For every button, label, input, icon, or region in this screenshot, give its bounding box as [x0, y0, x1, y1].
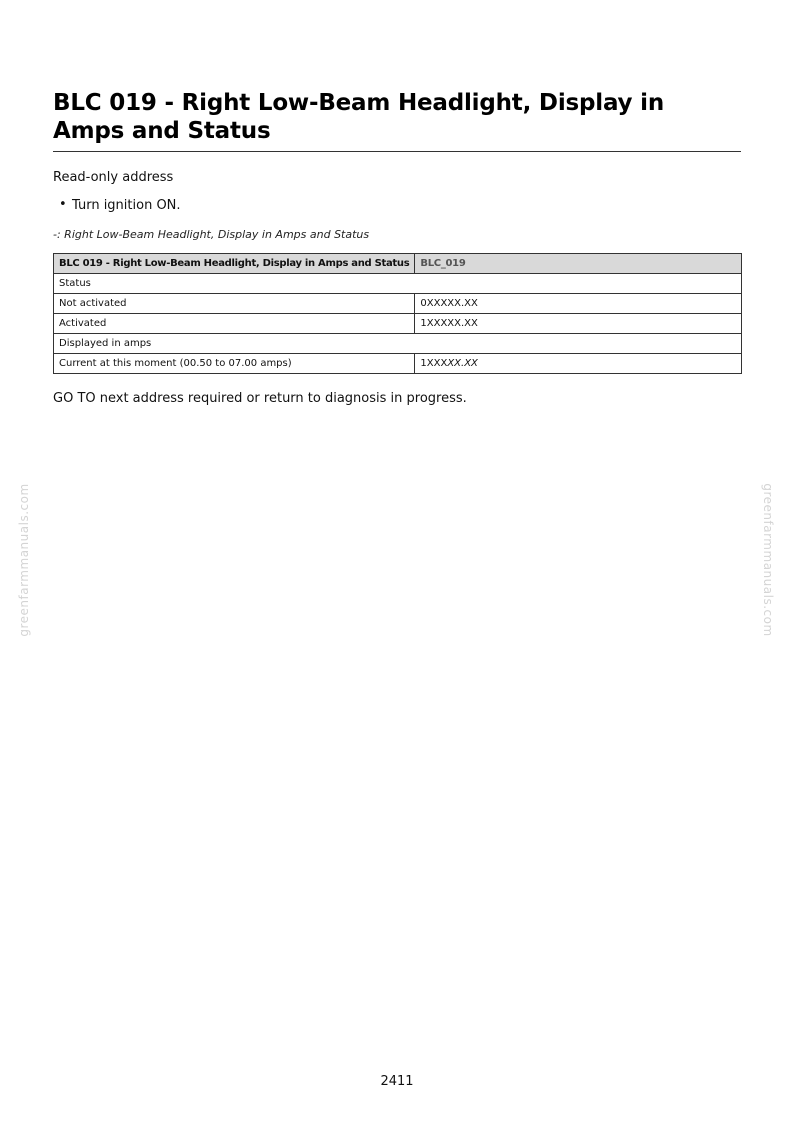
row-label-not-activated: Not activated	[54, 294, 415, 314]
section-status: Status	[54, 274, 742, 294]
row-label-current: Current at this moment (00.50 to 07.00 amps)	[54, 354, 415, 374]
address-table	[53, 253, 742, 374]
row-value-current	[415, 354, 742, 374]
table-row	[54, 354, 742, 374]
title-divider	[53, 151, 741, 152]
row-value-activated: 1XXXXX.XX	[415, 314, 742, 334]
page-title: BLC 019 - Right Low-Beam Headlight, Display in Amps and Status	[53, 90, 665, 144]
page-number: 2411	[380, 1074, 414, 1089]
step-item	[57, 197, 181, 215]
step-text: Turn ignition ON.	[72, 198, 181, 213]
row-value-not-activated: 0XXXXX.XX	[415, 294, 742, 314]
table-header-row	[54, 254, 742, 274]
watermark-right: greenfarmmanuals.com	[761, 483, 775, 637]
current-value-prefix: 1XXX	[420, 358, 448, 369]
table-row	[54, 314, 742, 334]
section-displayed-in-amps: Displayed in amps	[54, 334, 742, 354]
table-caption: -: Right Low-Beam Headlight, Display in Amps and Status	[53, 228, 370, 241]
watermark-left: greenfarmmanuals.com	[17, 483, 31, 637]
table-header-code: BLC_019	[415, 254, 742, 274]
table-row	[54, 274, 742, 294]
table-row	[54, 334, 742, 354]
bullet-icon: •	[59, 197, 67, 212]
table-header-label: BLC 019 - Right Low-Beam Headlight, Display in Amps and Status	[54, 254, 415, 274]
intro-text: Read-only address	[53, 170, 174, 185]
row-label-activated: Activated	[54, 314, 415, 334]
closing-instruction: GO TO next address required or return to diagnosis in progress.	[53, 391, 467, 406]
steps-list	[57, 197, 181, 215]
table-row	[54, 294, 742, 314]
current-value-suffix: XX.XX	[447, 358, 478, 369]
